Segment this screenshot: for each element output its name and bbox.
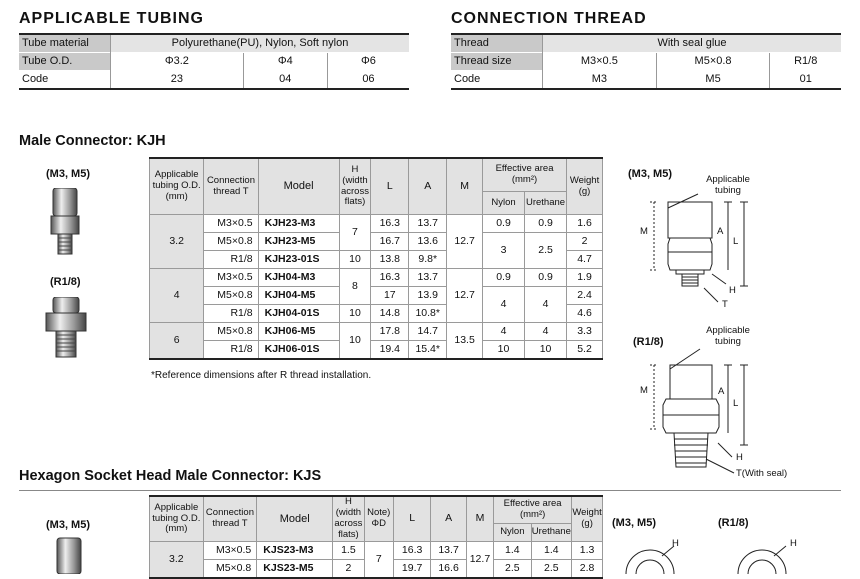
weight-cell: 2 [567, 233, 603, 251]
kjs-weight-cell: 2.8 [572, 560, 603, 579]
kjs-nylon-cell: 1.4 [494, 542, 531, 560]
tubing-title: APPLICABLE TUBING [19, 10, 204, 27]
tube-code-value: 04 [243, 71, 327, 90]
a-cell: 10.8* [409, 305, 447, 323]
dim-t-seal: T(With seal) [736, 468, 788, 479]
kjs-hdr-a: A [431, 496, 466, 542]
l-cell: 13.8 [371, 251, 409, 269]
thread-label: Thread [451, 34, 543, 53]
thread-size-value: R1/8 [770, 53, 841, 71]
kjs-hdr-note-d: Note) ΦD [364, 496, 393, 542]
thread-cell: M3×0.5 [204, 215, 258, 233]
kjh-photo-label-m3m5: (M3, M5) [46, 168, 90, 180]
kjs-divider [19, 490, 841, 491]
urethane-cell: 2.5 [525, 233, 567, 269]
tubing-table [19, 33, 409, 90]
kjs-model-cell: KJS23-M5 [257, 560, 333, 579]
kjh-m3m5-drawing [628, 180, 778, 310]
l-cell: 19.4 [371, 341, 409, 360]
m-cell: 12.7 [447, 215, 483, 269]
nylon-cell: 4 [483, 287, 525, 323]
dim-l: L [733, 236, 739, 247]
hdr-urethane: Urethane [525, 192, 567, 215]
a-cell: 14.7 [409, 323, 447, 341]
kjs-hdr-l: L [393, 496, 430, 542]
hdr-eff: Effective area (mm²) [483, 158, 567, 192]
model-cell: KJH23-M5 [258, 233, 339, 251]
kjs-urethane-cell: 2.5 [531, 560, 572, 579]
kjh-diagram-tubing-label: Applicable tubing [706, 174, 750, 196]
kjh-r18-drawing [628, 345, 788, 475]
thread-cell: M5×0.8 [204, 233, 258, 251]
kjs-m-cell: 12.7 [466, 542, 493, 579]
weight-cell: 1.9 [567, 269, 603, 287]
a-cell: 13.9 [409, 287, 447, 305]
model-cell: KJH04-M5 [258, 287, 339, 305]
model-cell: KJH06-M5 [258, 323, 339, 341]
tube-od-value: Φ4 [243, 53, 327, 71]
thread-cell: R1/8 [204, 251, 258, 269]
kjs-hdr-thread: Connection thread T [203, 496, 257, 542]
kjs-l-cell: 16.3 [393, 542, 430, 560]
urethane-cell: 0.9 [525, 269, 567, 287]
l-cell: 16.3 [371, 269, 409, 287]
kjs-hdr-weight: Weight (g) [572, 496, 603, 542]
tube-od-label: Tube O.D. [19, 53, 111, 71]
kjs-thread-cell: M5×0.8 [203, 560, 257, 579]
l-cell: 17 [371, 287, 409, 305]
tube-od-value: Φ6 [327, 53, 409, 71]
weight-cell: 1.6 [567, 215, 603, 233]
h-cell: 10 [339, 305, 371, 323]
dim-h-2: H [736, 452, 743, 463]
h-cell: 10 [339, 323, 371, 360]
model-cell: KJH04-M3 [258, 269, 339, 287]
model-cell: KJH23-M3 [258, 215, 339, 233]
a-cell: 9.8* [409, 251, 447, 269]
thread-size-label: Thread size [451, 53, 543, 71]
a-cell: 15.4* [409, 341, 447, 360]
kjs-a-cell: 16.6 [431, 560, 466, 579]
kjs-h-cell: 1.5 [333, 542, 364, 560]
thread-title: CONNECTION THREAD [451, 10, 647, 27]
od-group: 4 [150, 269, 204, 323]
kjh-table [149, 157, 603, 360]
kjh-diagram-tubing-label-2: Applicable tubing [706, 325, 750, 347]
thread-code-value: 01 [770, 71, 841, 90]
kjs-thread-cell: M3×0.5 [203, 542, 257, 560]
tube-od-value: Φ3.2 [111, 53, 244, 71]
urethane-cell: 4 [525, 287, 567, 323]
nylon-cell: 0.9 [483, 269, 525, 287]
kjs-title: Hexagon Socket Head Male Connector: KJS [19, 468, 322, 484]
thread-cell: M3×0.5 [204, 269, 258, 287]
kjs-hdr-eff: Effective area (mm²) [494, 496, 572, 524]
tube-material-value: Polyurethane(PU), Nylon, Soft nylon [111, 34, 410, 53]
kjs-model-cell: KJS23-M3 [257, 542, 333, 560]
hdr-h: H (width across flats) [339, 158, 371, 215]
kjs-hdr-urethane: Urethane [531, 524, 572, 542]
weight-cell: 2.4 [567, 287, 603, 305]
kjs-weight-cell: 1.3 [572, 542, 603, 560]
hdr-tubing-od: Applicable tubing O.D. (mm) [150, 158, 204, 215]
kjs-hdr-nylon: Nylon [494, 524, 531, 542]
dim-t: T [722, 299, 728, 310]
dim-a: A [717, 226, 724, 237]
thread-code-label: Code [451, 71, 543, 90]
h-cell: 8 [339, 269, 371, 305]
kjs-hdr-tubing-od: Applicable tubing O.D. (mm) [150, 496, 204, 542]
kjh-diagram-label-m3m5: (M3, M5) [628, 168, 672, 180]
model-cell: KJH06-01S [258, 341, 339, 360]
tube-material-label: Tube material [19, 34, 111, 53]
l-cell: 17.8 [371, 323, 409, 341]
nylon-cell: 0.9 [483, 215, 525, 233]
nylon-cell: 10 [483, 341, 525, 360]
thread-table [451, 33, 841, 90]
thread-cell: R1/8 [204, 305, 258, 323]
thread-value: With seal glue [543, 34, 842, 53]
dim-m-2: M [640, 385, 648, 396]
kjh-m3m5-photo [48, 188, 82, 258]
kjs-a-cell: 13.7 [431, 542, 466, 560]
urethane-cell: 10 [525, 341, 567, 360]
weight-cell: 5.2 [567, 341, 603, 360]
kjs-hdr-m: M [466, 496, 493, 542]
kjs-hdr-model: Model [257, 496, 333, 542]
tube-code-label: Code [19, 71, 111, 90]
urethane-cell: 0.9 [525, 215, 567, 233]
od-group: 6 [150, 323, 204, 360]
hdr-model: Model [258, 158, 339, 215]
tube-code-value: 23 [111, 71, 244, 90]
od-group: 3.2 [150, 215, 204, 269]
hdr-l: L [371, 158, 409, 215]
kjs-diagram-label-r18: (R1/8) [718, 517, 749, 529]
dim-a-2: A [718, 386, 725, 397]
nylon-cell: 3 [483, 233, 525, 269]
h-cell: 7 [339, 215, 371, 251]
weight-cell: 3.3 [567, 323, 603, 341]
kjh-photo-label-r18: (R1/8) [50, 276, 81, 288]
weight-cell: 4.6 [567, 305, 603, 323]
thread-cell: M5×0.8 [204, 323, 258, 341]
dim-l-2: L [733, 398, 739, 409]
l-cell: 14.8 [371, 305, 409, 323]
kjs-urethane-cell: 1.4 [531, 542, 572, 560]
thread-size-value: M5×0.8 [656, 53, 770, 71]
h-cell: 10 [339, 251, 371, 269]
kjh-footnote: *Reference dimensions after R thread installation. [151, 370, 372, 381]
hdr-m: M [447, 158, 483, 215]
a-cell: 13.7 [409, 215, 447, 233]
kjs-m3m5-photo [52, 536, 86, 574]
kjs-diagram-label-m3m5: (M3, M5) [612, 517, 656, 529]
hdr-thread: Connection thread T [204, 158, 258, 215]
weight-cell: 4.7 [567, 251, 603, 269]
hdr-nylon: Nylon [483, 192, 525, 215]
kjs-table [149, 495, 603, 579]
urethane-cell: 4 [525, 323, 567, 341]
kjs-nylon-cell: 2.5 [494, 560, 531, 579]
nylon-cell: 4 [483, 323, 525, 341]
m-cell: 12.7 [447, 269, 483, 323]
hdr-weight: Weight (g) [567, 158, 603, 215]
dim-h: H [729, 285, 736, 296]
l-cell: 16.3 [371, 215, 409, 233]
thread-cell: R1/8 [204, 341, 258, 360]
m-cell: 13.5 [447, 323, 483, 360]
kjs-l-cell: 19.7 [393, 560, 430, 579]
model-cell: KJH23-01S [258, 251, 339, 269]
thread-size-value: M3×0.5 [543, 53, 657, 71]
tube-code-value: 06 [327, 71, 409, 90]
a-cell: 13.7 [409, 269, 447, 287]
kjs-d-cell: 7 [364, 542, 393, 579]
l-cell: 16.7 [371, 233, 409, 251]
a-cell: 13.6 [409, 233, 447, 251]
kjh-r18-photo [44, 297, 88, 361]
thread-cell: M5×0.8 [204, 287, 258, 305]
kjs-h-cell: 2 [333, 560, 364, 579]
kjs-top-drawings [612, 534, 842, 574]
kjh-title: Male Connector: KJH [19, 133, 166, 149]
hdr-a: A [409, 158, 447, 215]
kjs-photo-label-m3m5: (M3, M5) [46, 519, 90, 531]
model-cell: KJH04-01S [258, 305, 339, 323]
dim-m: M [640, 226, 648, 237]
kjs-dim-h-2: H [790, 538, 797, 549]
thread-code-value: M3 [543, 71, 657, 90]
kjh-diagram-label-r18: (R1/8) [633, 336, 664, 348]
kjs-dim-h: H [672, 538, 679, 549]
kjs-hdr-h: H (width across flats) [334, 496, 363, 540]
thread-code-value: M5 [656, 71, 770, 90]
kjs-od-group: 3.2 [150, 542, 204, 579]
